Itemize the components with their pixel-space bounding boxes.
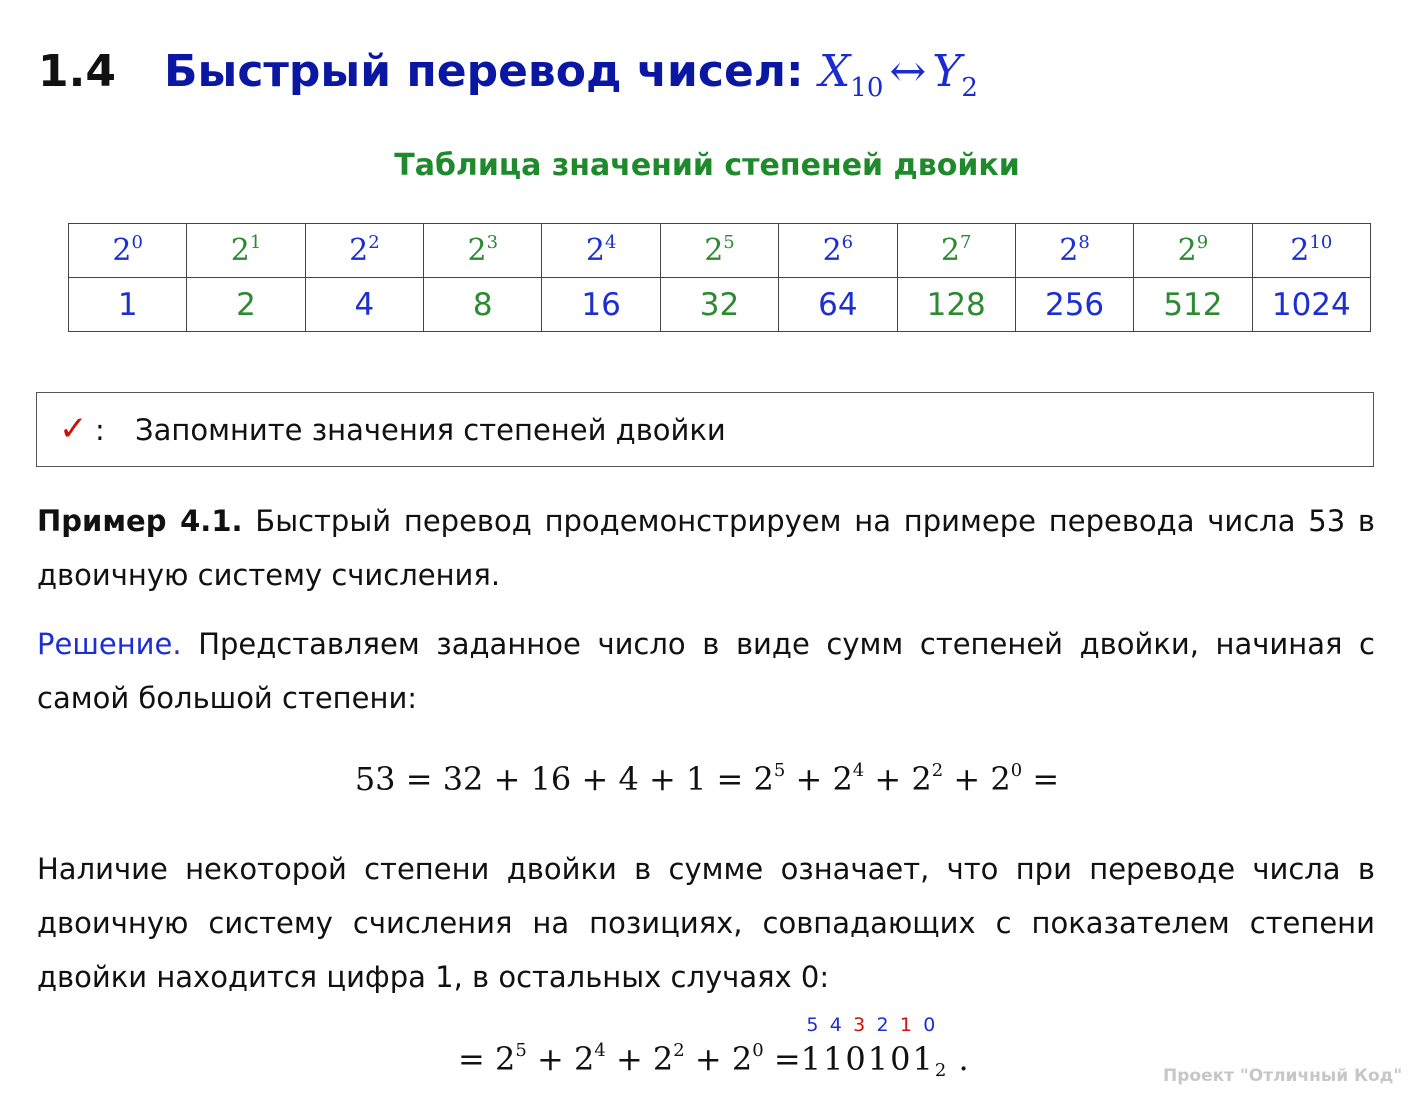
- bit-position-label: 5: [806, 1014, 819, 1036]
- power-cell: $2^3$: [424, 224, 542, 278]
- solution-text: Представляем заданное число в виде сумм степеней двойки, начиная с самой большой степени:: [37, 627, 1375, 715]
- table-title: Таблица значений степеней двойки: [394, 148, 1020, 183]
- example-text: Быстрый перевод продемонстрируем на примере перевода числа 53 в двоичную систему счисления.: [37, 504, 1376, 592]
- value-cell: 16: [542, 278, 660, 332]
- bit-position-label: 2: [876, 1014, 889, 1036]
- solution-label: Решение.: [37, 627, 182, 661]
- section-title: Быстрый перевод чисел:: [164, 46, 804, 97]
- power-term: $2^0$ =: [731, 1040, 801, 1078]
- power-cell: $2^5$: [660, 224, 778, 278]
- power-cell: $2^8$: [1015, 224, 1133, 278]
- bit-position-labels: [801, 1014, 941, 1036]
- bit-position-label: 3: [853, 1014, 866, 1036]
- value-cell: 128: [897, 278, 1015, 332]
- value-cell: 64: [779, 278, 897, 332]
- note-text: Запомните значения степеней двойки: [135, 413, 726, 447]
- power-cell: $2^2$: [305, 224, 423, 278]
- value-cell: 1024: [1252, 278, 1370, 332]
- power-term: $2^5$ +: [494, 1040, 574, 1078]
- power-cell: $2^0$: [69, 224, 187, 278]
- section-heading: [38, 40, 978, 104]
- value-cell: 8: [424, 278, 542, 332]
- bit-position-label: 0: [923, 1014, 936, 1036]
- power-term: $2^4$ +: [832, 760, 912, 798]
- watermark: Проект "Отличный Код": [1163, 1066, 1403, 1086]
- power-term: $2^2$ +: [911, 760, 991, 798]
- power-cell: $2^9$: [1134, 224, 1252, 278]
- power-cell: $2^7$: [897, 224, 1015, 278]
- binary-equation: = $2^5 + 2^4 + 2^2 + 2^0$ = 5 4 3 2 1 0 $110101_2$ .: [458, 1014, 969, 1081]
- value-cell: 1: [69, 278, 187, 332]
- value-cell: 32: [660, 278, 778, 332]
- power-cell: $2^4$: [542, 224, 660, 278]
- remember-note: [36, 392, 1374, 467]
- section-number: 1.4: [38, 46, 116, 97]
- checkmark-icon: ✓: [59, 409, 88, 449]
- power-term: $2^5$ +: [753, 760, 833, 798]
- powers-of-two-table: [68, 223, 1371, 332]
- value-cell: 4: [305, 278, 423, 332]
- value-cell: 512: [1134, 278, 1252, 332]
- power-term: $2^0$ =: [990, 760, 1060, 798]
- example-label: Пример 4.1.: [37, 504, 243, 538]
- note-colon: :: [95, 413, 105, 447]
- example-paragraph: [37, 494, 1375, 602]
- values-row: [69, 278, 1371, 332]
- power-cell: $2^1$: [187, 224, 305, 278]
- explanation-paragraph: Наличие некоторой степени двойки в сумме означает, что при переводе числа в двоичную систему счисления на позициях, совпадающих с показателем степени двойки находится цифра 1, в остальных случаях 0:: [37, 852, 1375, 994]
- value-cell: 256: [1015, 278, 1133, 332]
- power-cell: $2^6$: [779, 224, 897, 278]
- solution-paragraph: [37, 617, 1375, 725]
- value-cell: 2: [187, 278, 305, 332]
- bit-position-label: 4: [829, 1014, 842, 1036]
- sum-equation: $53 = 32 + 16 + 4 + 1 = 2^5 + 2^4 + 2^2 + 2^0$ =: [354, 760, 1060, 798]
- power-term: $2^2$ +: [652, 1040, 732, 1078]
- binary-result: 5 4 3 2 1 0 $110101_2$: [800, 1014, 949, 1081]
- bit-position-label: 1: [899, 1014, 912, 1036]
- heading-formula: $X_{10}$ ↔ $Y_2$: [818, 46, 978, 103]
- power-term: $2^4$ +: [573, 1040, 653, 1078]
- powers-row: [69, 224, 1371, 278]
- power-cell: $2^{10}$: [1252, 224, 1370, 278]
